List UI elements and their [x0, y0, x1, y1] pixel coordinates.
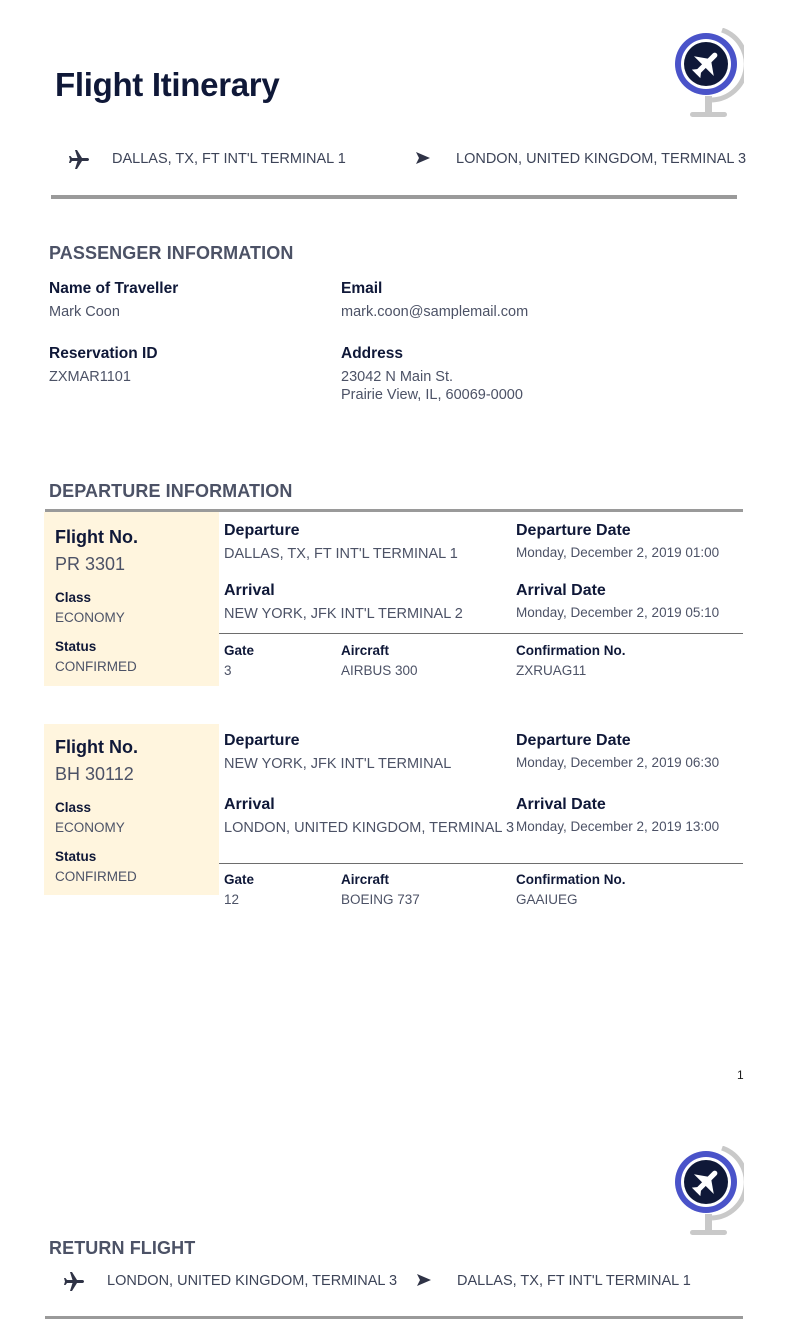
- page-title: Flight Itinerary: [55, 66, 280, 103]
- departure-date-value: Monday, December 2, 2019 06:30: [516, 755, 720, 770]
- arrival-label: Arrival: [224, 796, 275, 813]
- arrival-date-label: Arrival Date: [516, 796, 606, 813]
- name-value: Mark Coon: [49, 304, 120, 320]
- flight-no-label: Flight No.: [55, 737, 138, 757]
- arrival-date-label: Arrival Date: [516, 582, 606, 599]
- confirmation-value: GAAIUEG: [516, 892, 578, 907]
- globe-airplane-icon: [672, 1146, 744, 1238]
- name-label: Name of Traveller: [49, 280, 179, 297]
- section-heading-departure: DEPARTURE INFORMATION: [49, 481, 293, 501]
- route-destination: LONDON, UNITED KINGDOM, TERMINAL 3: [456, 151, 747, 167]
- gate-label: Gate: [224, 643, 255, 658]
- return-destination: DALLAS, TX, FT INT'L TERMINAL 1: [457, 1273, 691, 1289]
- airplane-icon: [66, 148, 92, 172]
- divider: [219, 633, 743, 634]
- arrival-value: LONDON, UNITED KINGDOM, TERMINAL 3: [224, 820, 515, 836]
- divider: [45, 1316, 743, 1319]
- class-value: ECONOMY: [55, 820, 125, 835]
- status-value: CONFIRMED: [55, 659, 137, 674]
- status-label: Status: [55, 639, 97, 654]
- send-arrow-icon: [416, 1272, 432, 1288]
- class-value: ECONOMY: [55, 610, 125, 625]
- divider: [51, 195, 737, 199]
- confirmation-value: ZXRUAG11: [516, 663, 587, 678]
- reservation-label: Reservation ID: [49, 345, 158, 362]
- arrival-label: Arrival: [224, 582, 275, 599]
- airplane-icon: [61, 1270, 87, 1294]
- departure-date-value: Monday, December 2, 2019 01:00: [516, 545, 720, 560]
- return-origin: LONDON, UNITED KINGDOM, TERMINAL 3: [107, 1273, 398, 1289]
- reservation-value: ZXMAR1101: [49, 369, 131, 385]
- gate-value: 3: [224, 663, 232, 678]
- arrival-date-value: Monday, December 2, 2019 13:00: [516, 819, 720, 834]
- confirmation-label: Confirmation No.: [516, 643, 626, 658]
- departure-date-label: Departure Date: [516, 522, 631, 539]
- email-label: Email: [341, 280, 383, 297]
- departure-value: NEW YORK, JFK INT'L TERMINAL: [224, 756, 452, 772]
- class-label: Class: [55, 590, 92, 605]
- page-number: 1: [737, 1068, 744, 1082]
- flight-no-value: BH 30112: [55, 764, 134, 784]
- gate-value: 12: [224, 892, 240, 907]
- aircraft-label: Aircraft: [341, 643, 390, 658]
- status-value: CONFIRMED: [55, 869, 137, 884]
- address-line-1: 23042 N Main St.: [341, 369, 454, 385]
- aircraft-value: BOEING 737: [341, 892, 420, 907]
- class-label: Class: [55, 800, 92, 815]
- flight-no-label: Flight No.: [55, 527, 138, 547]
- address-line-2: Prairie View, IL, 60069-0000: [341, 387, 523, 403]
- send-arrow-icon: [415, 150, 431, 166]
- arrival-value: NEW YORK, JFK INT'L TERMINAL 2: [224, 606, 463, 622]
- arrival-date-value: Monday, December 2, 2019 05:10: [516, 605, 720, 620]
- divider: [219, 863, 743, 864]
- address-label: Address: [341, 345, 404, 362]
- section-heading-return: RETURN FLIGHT: [49, 1238, 196, 1258]
- flight-no-value: PR 3301: [55, 554, 126, 574]
- section-heading-passenger: PASSENGER INFORMATION: [49, 243, 294, 263]
- confirmation-label: Confirmation No.: [516, 872, 626, 887]
- aircraft-label: Aircraft: [341, 872, 390, 887]
- email-value: mark.coon@samplemail.com: [341, 304, 529, 320]
- departure-label: Departure: [224, 522, 300, 539]
- departure-value: DALLAS, TX, FT INT'L TERMINAL 1: [224, 546, 458, 562]
- departure-label: Departure: [224, 732, 300, 749]
- gate-label: Gate: [224, 872, 255, 887]
- globe-airplane-icon: [672, 28, 744, 120]
- aircraft-value: AIRBUS 300: [341, 663, 418, 678]
- status-label: Status: [55, 849, 97, 864]
- departure-date-label: Departure Date: [516, 732, 631, 749]
- route-origin: DALLAS, TX, FT INT'L TERMINAL 1: [112, 151, 346, 167]
